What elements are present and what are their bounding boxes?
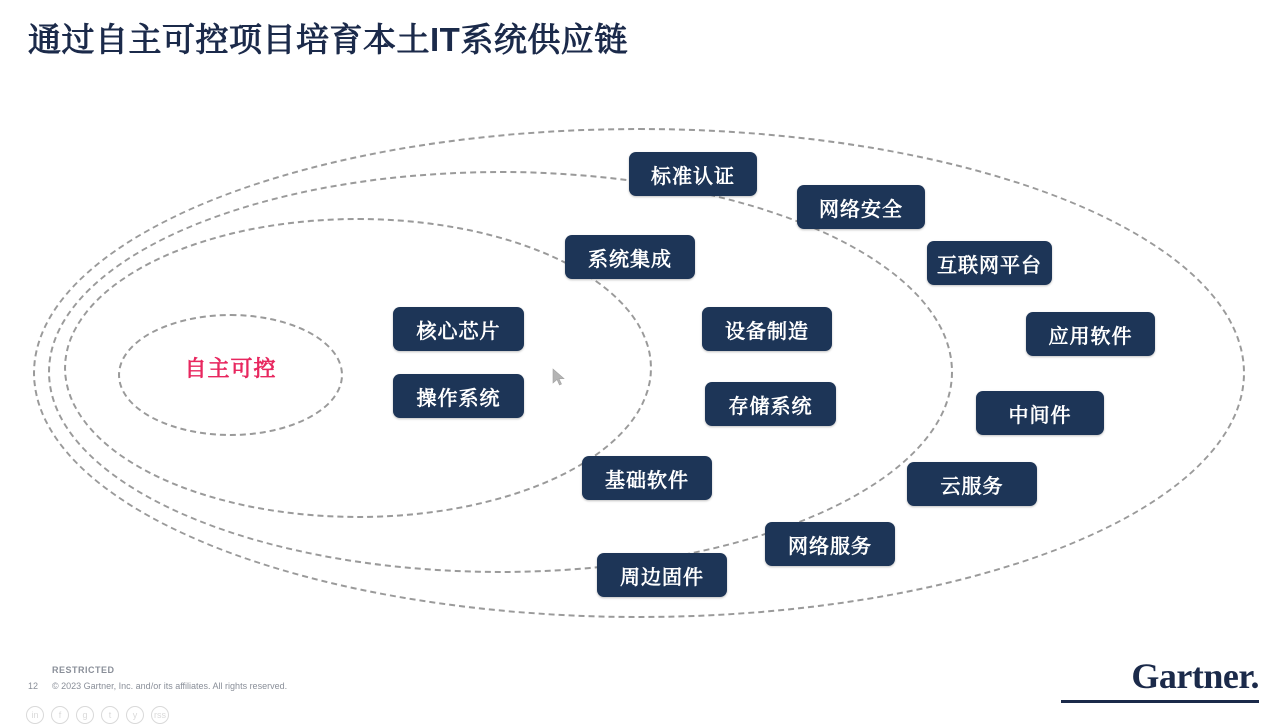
node-label: 互联网平台 — [937, 254, 1042, 277]
social-f-icon[interactable]: f — [51, 706, 69, 724]
node-label: 系统集成 — [588, 248, 672, 271]
footer-copyright: © 2023 Gartner, Inc. and/or its affiliates. All rights reserved. — [52, 681, 288, 691]
node-box[interactable] — [976, 391, 1104, 435]
node-label: 周边固件 — [620, 566, 704, 589]
node-box[interactable] — [702, 307, 832, 351]
node-box[interactable] — [393, 307, 524, 351]
node-label: 标准认证 — [651, 165, 735, 188]
node-label: 设备制造 — [725, 320, 809, 343]
node-box[interactable] — [765, 522, 895, 566]
node-label: 操作系统 — [416, 387, 501, 410]
node-label: 核心芯片 — [416, 320, 501, 343]
social-in-icon[interactable]: in — [26, 706, 44, 724]
social-icons-row — [26, 706, 169, 724]
mouse-cursor-icon — [552, 368, 566, 386]
node-label: 中间件 — [1008, 404, 1072, 427]
node-box[interactable] — [393, 374, 524, 418]
node-label: 网络服务 — [788, 535, 872, 558]
node-label: 应用软件 — [1048, 325, 1133, 348]
node-box[interactable] — [927, 241, 1052, 285]
footer-restricted-label: RESTRICTED — [52, 665, 115, 675]
social-y-icon[interactable]: y — [126, 706, 144, 724]
node-box[interactable] — [1026, 312, 1155, 356]
node-box[interactable] — [582, 456, 712, 500]
core-label: 自主可控 — [184, 356, 277, 381]
node-label: 云服务 — [940, 475, 1004, 498]
node-label: 基础软件 — [605, 469, 689, 492]
node-box[interactable] — [907, 462, 1037, 506]
gartner-logo: Gartner. — [1131, 656, 1259, 696]
node-box[interactable] — [629, 152, 757, 196]
social-rss-icon[interactable]: rss — [151, 706, 169, 724]
social-g-icon[interactable]: g — [76, 706, 94, 724]
node-box[interactable] — [565, 235, 695, 279]
node-box[interactable] — [797, 185, 925, 229]
footer-page-number: 12 — [28, 681, 39, 691]
node-box[interactable] — [597, 553, 727, 597]
page-title: 通过自主可控项目培育本土IT系统供应链 — [28, 21, 628, 58]
social-t-icon[interactable]: t — [101, 706, 119, 724]
node-box[interactable] — [705, 382, 836, 426]
gartner-logo-underline — [1061, 700, 1259, 703]
node-label: 网络安全 — [819, 198, 903, 221]
node-label: 存储系统 — [728, 395, 813, 418]
